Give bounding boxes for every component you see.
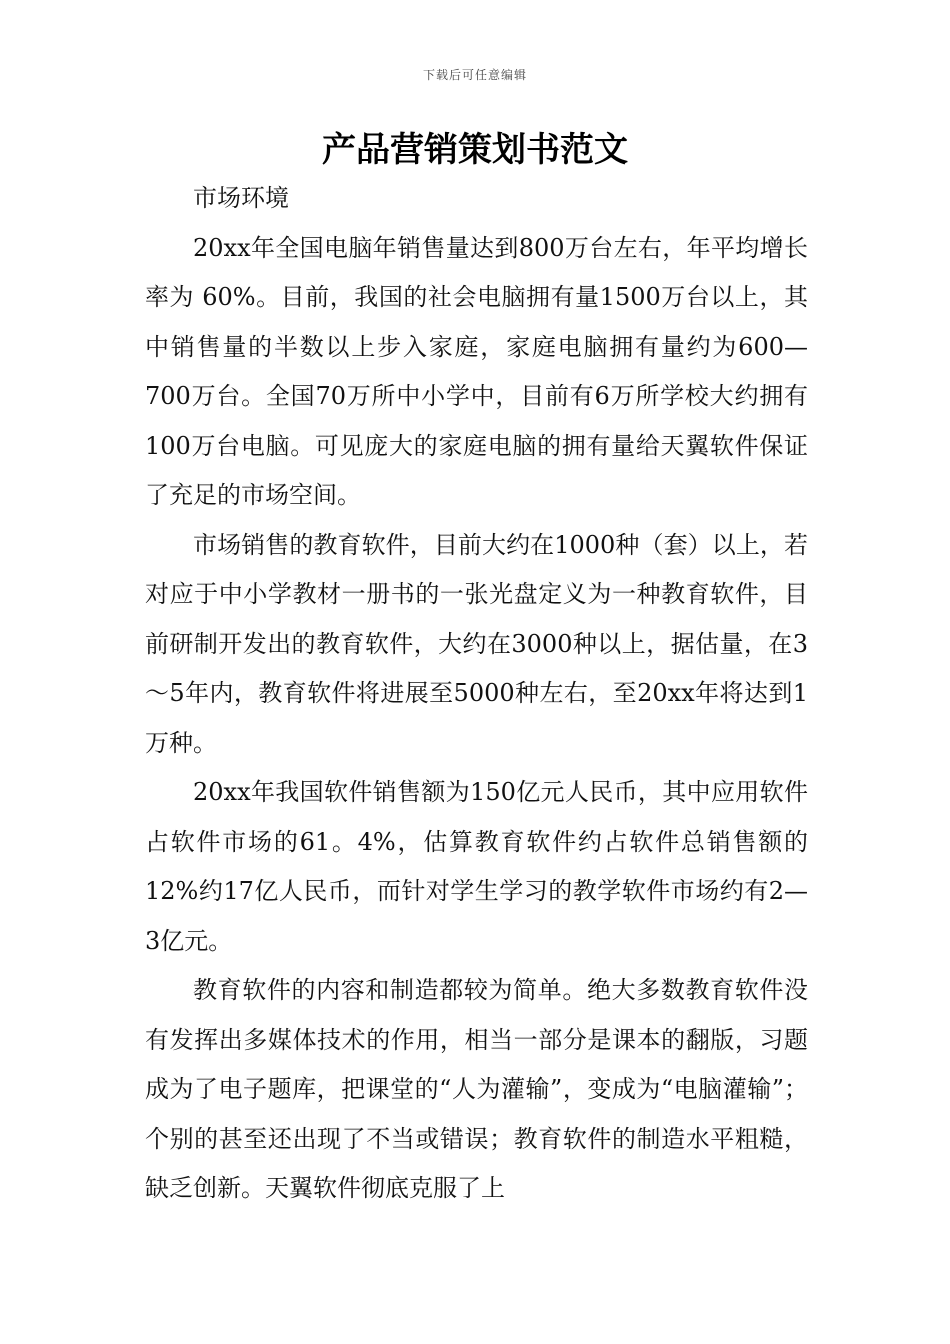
body-paragraph: 教育软件的内容和制造都较为简单。绝大多数教育软件没有发挥出多媒体技术的作用，相当一部分是课本的翻版，习题成为了电子题库，把课堂的“人为灌输”，变成为“电脑灌输”；个别的甚至还出现了不当或错误；教育软件的制造水平粗糙，缺乏创新。天翼软件彻底克服了上 (145, 976, 808, 1202)
body-paragraph: 20xx年全国电脑年销售量达到800万台左右，年平均增长率为 60%。目前，我国的社会电脑拥有量1500万台以上，其中销售量的半数以上步入家庭，家庭电脑拥有量约为600—700万台。全国70万所中小学中，目前有6万所学校大约拥有100万台电脑。可见庞大的家庭电脑的拥有量给天翼软件保证了充足的市场空间。 (145, 233, 808, 509)
document-body (145, 174, 808, 1214)
body-paragraph: 市场销售的教育软件，目前大约在1000种（套）以上，若对应于中小学教材一册书的一张光盘定义为一种教育软件，目前研制开发出的教育软件，大约在3000种以上，据估量，在3～5年内，教育软件将进展至5000种左右，至20xx年将达到1万种。 (145, 530, 808, 757)
section-heading: 市场环境 (193, 184, 289, 212)
page-header-note: 下载后可任意编辑 (422, 68, 527, 82)
body-paragraph: 20xx年我国软件销售额为150亿元人民币，其中应用软件占软件市场的61。4%，估算教育软件约占软件总销售额的12%约17亿人民币，而针对学生学习的教学软件市场约有2—3亿元。 (145, 778, 808, 955)
document-title: 产品营销策划书范文 (322, 130, 628, 170)
